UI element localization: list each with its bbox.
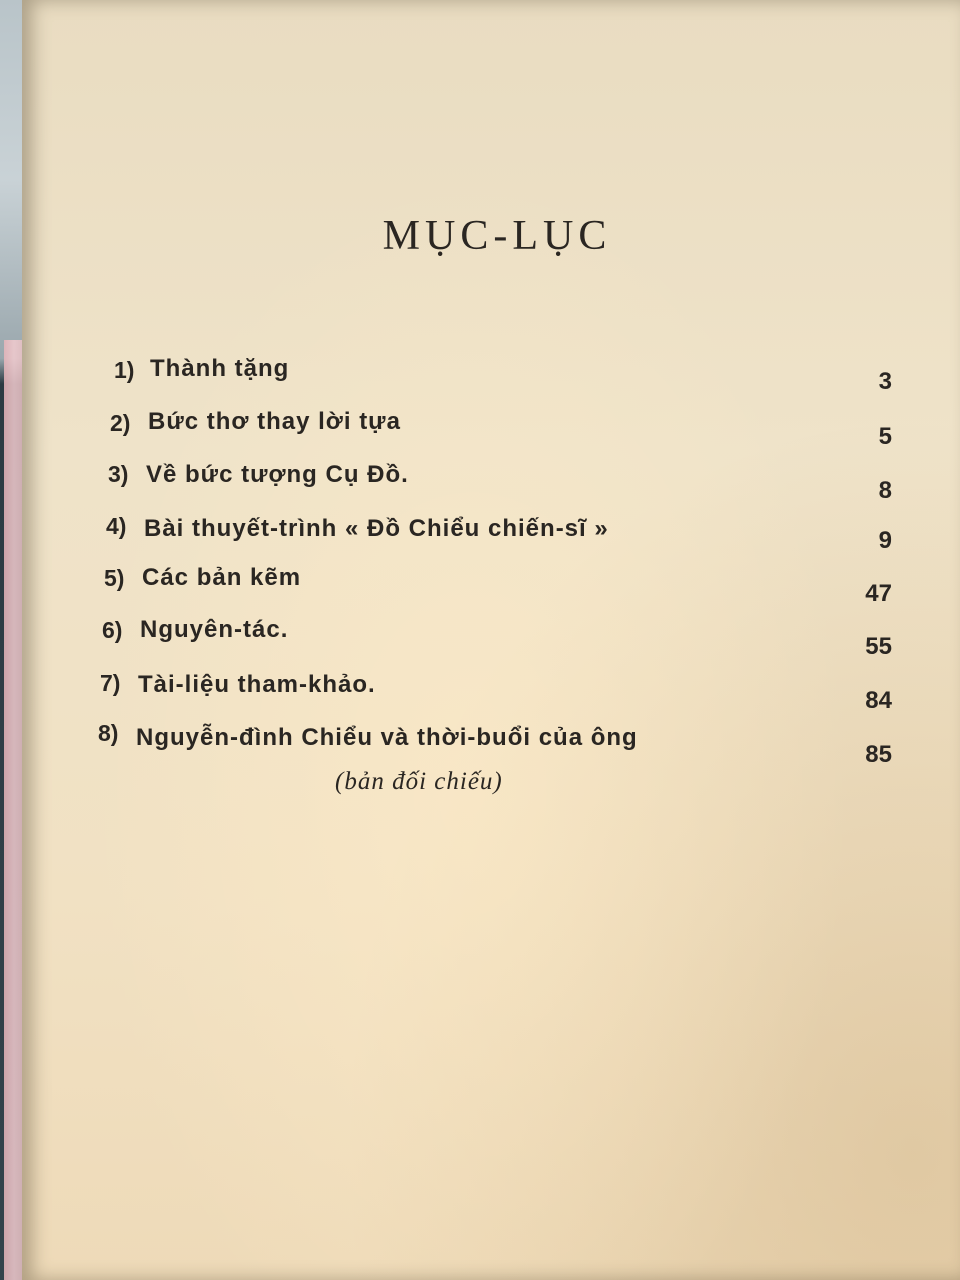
entry-page-number: 3 xyxy=(878,368,892,395)
entry-page-number: 47 xyxy=(865,580,892,607)
page-title: MỤC-LỤC xyxy=(382,213,612,259)
entry-page-number: 9 xyxy=(878,527,892,554)
pink-page-edge xyxy=(4,340,24,1280)
entry-number: 5) xyxy=(104,565,125,591)
book-page xyxy=(22,0,960,1280)
entry-title: Tài-liệu tham-khảo. xyxy=(138,671,376,698)
entry-number: 8) xyxy=(98,720,119,746)
entry-title: Nguyễn-đình Chiểu và thời-buổi của ông xyxy=(136,724,638,751)
entry-title: Về bức tượng Cụ Đồ. xyxy=(146,461,409,488)
entry-number: 2) xyxy=(110,410,131,436)
entry-page-number: 8 xyxy=(878,477,892,504)
entry-page-number: 85 xyxy=(865,741,892,768)
entry-title: Bức thơ thay lời tựa xyxy=(148,408,401,435)
entry-title: Nguyên-tác. xyxy=(140,616,289,643)
entry-page-number: 5 xyxy=(878,423,892,450)
entry-number: 4) xyxy=(106,513,127,539)
entry-number: 1) xyxy=(114,357,135,383)
entry-subnote: (bản đối chiếu) xyxy=(335,768,503,795)
entry-title: Bài thuyết-trình « Đồ Chiểu chiến-sĩ » xyxy=(144,515,609,542)
entry-number: 6) xyxy=(102,617,123,643)
entry-number: 3) xyxy=(108,461,129,487)
entry-title: Các bản kẽm xyxy=(142,564,302,591)
entry-number: 7) xyxy=(100,670,121,696)
entry-page-number: 84 xyxy=(865,687,892,714)
entry-title: Thành tặng xyxy=(150,355,290,382)
entry-page-number: 55 xyxy=(865,633,892,660)
